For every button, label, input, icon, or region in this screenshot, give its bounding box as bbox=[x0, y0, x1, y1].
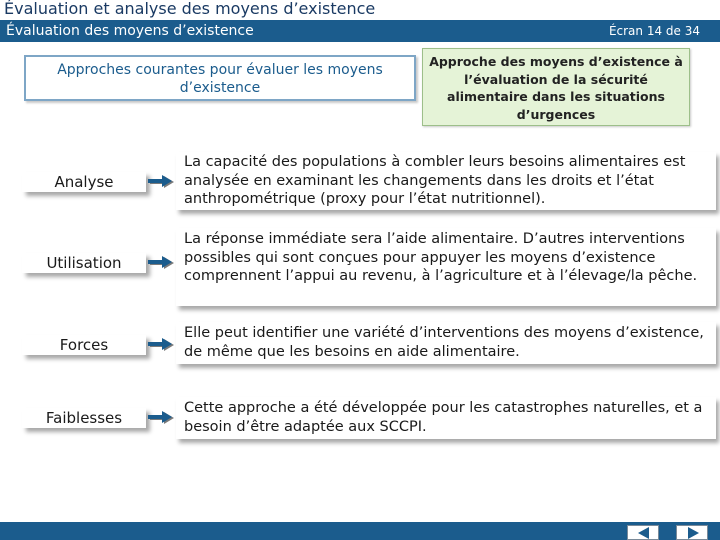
arrow-right-icon bbox=[148, 338, 176, 352]
row-label-forces: Forces bbox=[22, 335, 146, 355]
approach-label-box: Approche des moyens d’existence à l’évaluation de la sécurité alimentaire dans les situations d’urgences bbox=[422, 48, 690, 126]
previous-screen-button[interactable] bbox=[627, 525, 659, 540]
row-description-faiblesses: Cette approche a été développée pour les catastrophes naturelles, et a besoin d’être adaptée aux SCCPI. bbox=[176, 397, 716, 439]
approaches-title-box: Approches courantes pour évaluer les moyens d’existence bbox=[24, 55, 416, 101]
row-description-forces: Elle peut identifier une variété d’interventions des moyens d’existence, de même que les besoins en aide alimentaire. bbox=[176, 322, 716, 364]
arrow-right-icon bbox=[148, 411, 176, 425]
lesson-title: Évaluation des moyens d’existence bbox=[6, 23, 254, 39]
row-label-analyse: Analyse bbox=[22, 172, 146, 192]
row-description-utilisation: La réponse immédiate sera l’aide alimentaire. D’autres interventions possibles qui sont conçues pour appuyer les moyens d’existence comprennent l’appui au revenu, à l’agriculture et à l’élevage/la pêche. bbox=[176, 228, 716, 306]
arrow-right-icon bbox=[686, 527, 700, 539]
row-label-utilisation: Utilisation bbox=[22, 253, 146, 273]
screen-counter: Écran 14 de 34 bbox=[608, 24, 700, 38]
row-description-analyse: La capacité des populations à combler leurs besoins alimentaires est analysée en examinant les changements dans les droits et l’état anthropométrique (proxy pour l’état nutritionnel). bbox=[176, 152, 716, 210]
header-bar bbox=[0, 20, 720, 42]
next-screen-button[interactable] bbox=[676, 525, 708, 540]
footer-bar bbox=[0, 522, 720, 540]
row-label-faiblesses: Faiblesses bbox=[22, 408, 146, 428]
arrow-right-icon bbox=[148, 175, 176, 189]
course-title: Évaluation et analyse des moyens d’existence bbox=[0, 0, 720, 20]
arrow-left-icon bbox=[637, 527, 651, 539]
arrow-right-icon bbox=[148, 256, 176, 270]
